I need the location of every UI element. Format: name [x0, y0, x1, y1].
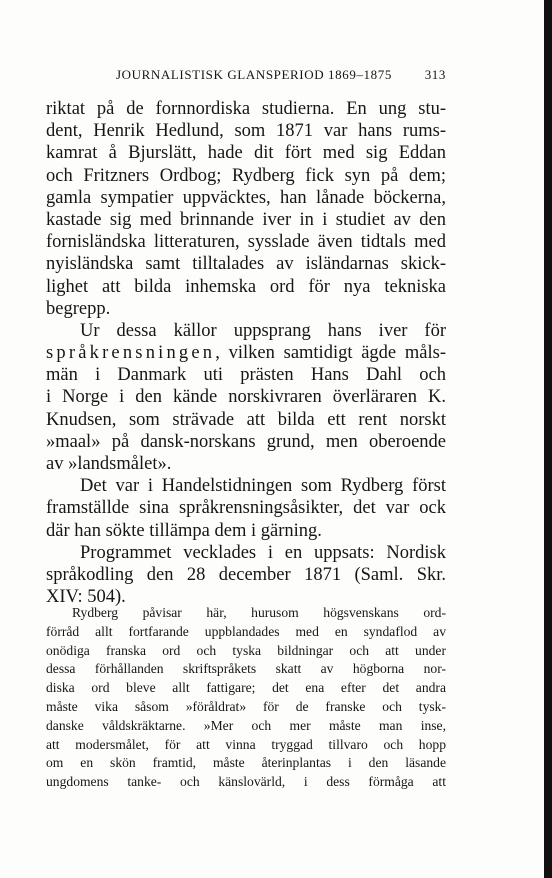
page-number: 313 — [424, 67, 446, 82]
text-line: där han sökte tillämpa dem i gärning. — [46, 520, 322, 541]
footnote — [46, 604, 446, 792]
text-line: fornisländska litteraturen, sysslade även tidtals med — [46, 232, 446, 253]
text-line: män i Danmark uti prästen Hans Dahl och — [46, 365, 446, 386]
text-line: språkodling den 28 december 1871 (Saml. Skr. — [46, 564, 446, 585]
main-text — [46, 98, 446, 608]
text-line: framställde sina språkrensningsåsikter, det var ock — [46, 498, 446, 519]
footnote-line: måste vika såsom »föråldrat» för de franske och tysk- — [46, 698, 446, 714]
text-line: riktat på de fornnordiska studierna. En ung stu- — [46, 99, 446, 119]
footnote-line: Rydberg påvisar här, hurusom högsvenskans ord- — [72, 605, 446, 620]
footnote-line: att modersmålet, för att vinna tryggad tillvaro och hopp — [46, 736, 446, 752]
text-line: Knudsen, som strävade att bilda ett rent norskt — [46, 409, 446, 430]
footnote-line: ungdomens tanke- och känslovärld, i dess förmåga att — [46, 774, 446, 790]
page-edge — [544, 0, 552, 878]
text-line: av »landsmålet». — [46, 454, 172, 474]
text-line: XIV: 504). — [46, 587, 126, 608]
text-line: gamla sympatier uppväcktes, han lånade böckerna, — [46, 187, 446, 208]
footnote-line: förråd allt fortfarande uppblandades med en syndaflod av — [46, 623, 446, 639]
footnote-line: dessa förhållanden skriftspråkets skatt av högborna nor- — [46, 661, 446, 677]
text-line: nyisländska samt tilltalades av isländarnas skick- — [46, 254, 446, 275]
running-title: JOURNALISTISK GLANSPERIOD 1869–1875 — [116, 67, 392, 82]
footnote-line: om en skön framtid, måste återinplantas i den läsande — [46, 755, 446, 771]
text-segment: , vilken samtidigt ägde måls- — [215, 343, 446, 364]
text-line — [46, 342, 446, 364]
text-line: kamrat å Bjurslätt, hade dit fört med sig Eddan — [46, 143, 446, 164]
text-line: kastade sig med brinnande iver in i studiet av den — [46, 209, 446, 230]
running-header — [116, 67, 446, 83]
text-line: Det var i Handelstidningen som Rydberg först — [80, 476, 446, 497]
text-line: dent, Henrik Hedlund, som 1871 var hans rums- — [46, 121, 446, 142]
text-line: i Norge i den kände norskivraren överläraren K. — [46, 387, 446, 408]
footnote-line: danske våldskräktarne. »Mer och mer måste man inse, — [46, 717, 446, 733]
text-line: Ur dessa källor uppsprang hans iver för — [80, 320, 446, 341]
text-line: Programmet vecklades i en uppsats: Nordisk — [80, 542, 446, 563]
text-line: och Fritzners Ordbog; Rydberg fick syn på dem; — [46, 165, 446, 186]
text-line: »maal» på dansk-norskans grund, men oberoende — [46, 431, 446, 452]
text-line: begrepp. — [46, 298, 111, 319]
text-line: lighet att bilda inhemska ord för nya tekniska — [46, 276, 446, 297]
footnote-line: diska ord bleve allt fattigare; det ena efter det andra — [46, 680, 446, 696]
emphasized-word: språkrensningen — [46, 343, 216, 364]
footnote-line: onödiga franska ord och tyska bildningar och att under — [46, 642, 446, 658]
